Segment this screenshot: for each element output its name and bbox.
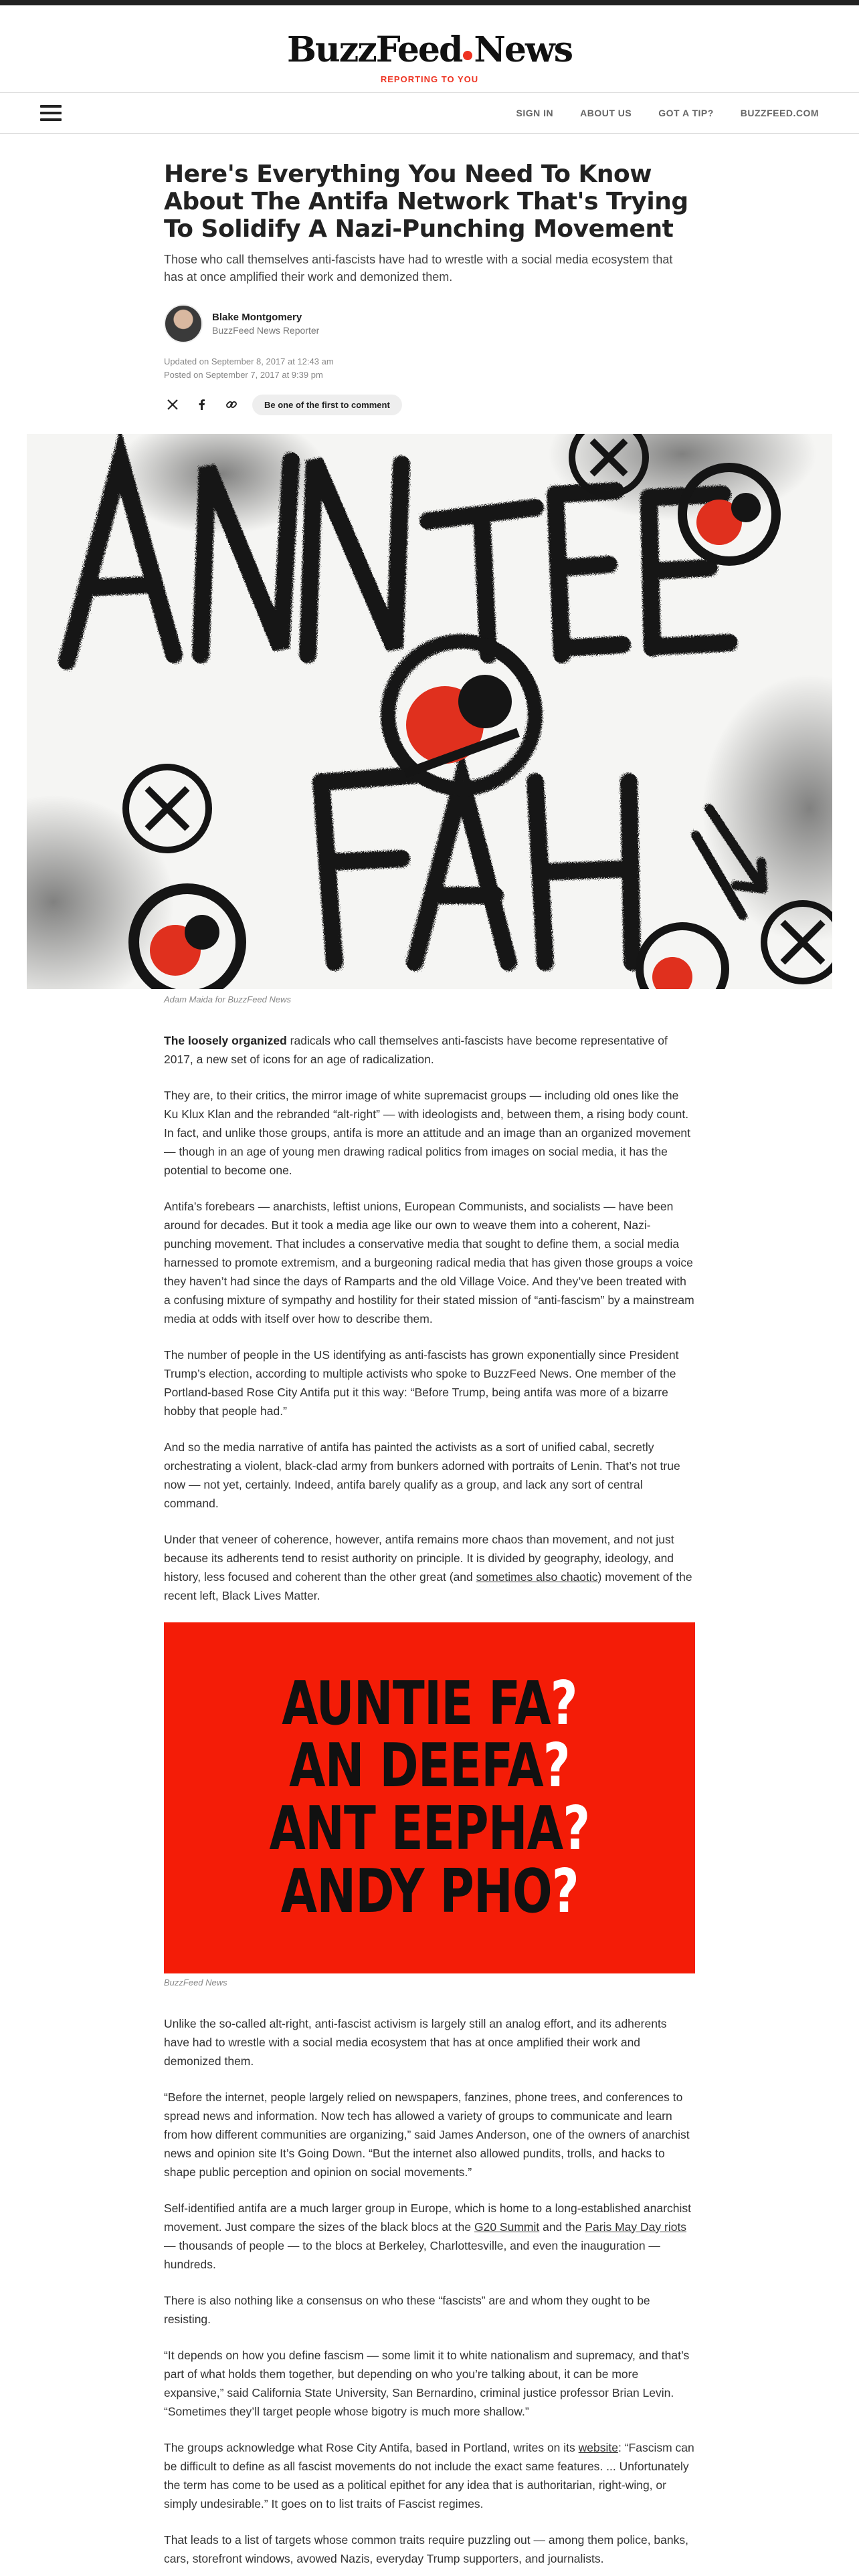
nav-got-a-tip[interactable]: GOT A TIP? (658, 108, 714, 118)
updated-time: Updated on September 8, 2017 at 12:43 am (164, 356, 334, 367)
headline: Here's Everything You Need To Know About The Antifa Network That's Trying To Solidify A Nazi-Punching Movement (164, 160, 688, 243)
author-avatar[interactable] (164, 304, 203, 343)
byline (164, 304, 695, 343)
hero-caption: Adam Maida for BuzzFeed News (164, 994, 292, 1004)
site-logo[interactable] (287, 29, 572, 70)
nav-sign-in[interactable]: SIGN IN (516, 108, 554, 118)
link-website[interactable]: website (578, 2440, 618, 2454)
article-header (164, 134, 695, 415)
paragraph-9: Self-identified antifa are a much larger group in Europe, which is home to a long-established anarchist movement. Just compare the sizes of the black blocs at the G20 Summit and the Paris May Day riots — thousands of people — to the blocs at Berkeley, Charlottesville, and even the inauguration — hundreds. (164, 2201, 691, 2271)
paragraph-1: The loosely organized radicals who call themselves anti-fascists have become representative of 2017, a new set of icons for an age of radicalization. (164, 1033, 668, 1066)
author-title: BuzzFeed News Reporter (212, 325, 320, 336)
tagline: REPORTING TO YOU (380, 74, 479, 84)
paragraph-13: That leads to a list of targets whose common traits require puzzling out — among them police, banks, cars, storefront windows, avowed Nazis, everyday Trump supporters, and journalists. (164, 2533, 688, 2565)
logo-dot (463, 51, 472, 60)
posted-time: Posted on September 7, 2017 at 9:39 pm (164, 370, 323, 381)
comment-button[interactable]: Be one of the first to comment (252, 395, 402, 415)
share-row (164, 395, 695, 415)
link-sometimes-chaotic[interactable]: sometimes also chaotic (476, 1570, 598, 1584)
paragraph-5: And so the media narrative of antifa has painted the activists as a sort of unified cabal, secretly orchestrating a violent, black-clad army from bunkers adorned with portraits of Lenin. That’s not true now — not yet, certainly. Indeed, antifa barely qualify as a group, and lack any sort of central command. (164, 1440, 680, 1510)
graphic-caption: BuzzFeed News (164, 1977, 227, 1988)
top-bar (0, 0, 859, 5)
nav-links (516, 108, 819, 118)
logo-text-left: BuzzFeed (286, 29, 462, 70)
graphic-line-3: ANT EEPHA? (269, 1794, 590, 1864)
graphic-line-1: AUNTIE FA? (282, 1668, 577, 1739)
paragraph-12: The groups acknowledge what Rose City Antifa, based in Portland, writes on its website: “Fascism can be difficult to define as all fascist movements do not include the exact same features. ... Unfortunately the term has come to be used as a political epithet for any idea that is authoritarian, right-wing, or simply undesirable.” It goes on to list traits of Fascist regimes. (164, 2440, 694, 2510)
hero-image (27, 434, 832, 989)
article-body-continued (164, 2014, 695, 2568)
graphic-line-2: AN DEEFA? (289, 1731, 570, 1802)
author-name[interactable]: Blake Montgomery (212, 312, 302, 324)
timestamps (164, 355, 695, 382)
nav-bar (0, 92, 859, 134)
link-icon[interactable] (223, 396, 240, 413)
paragraph-4: The number of people in the US identifying as anti-fascists has grown exponentially since President Trump’s election, according to multiple activists who spoke to BuzzFeed News. One member of the Portland-based Rose City Antifa put it this way: “Before Trump, being antifa was more of a bizarre hobby that people had.” (164, 1348, 679, 1418)
facebook-icon[interactable] (193, 396, 211, 413)
masthead (0, 5, 859, 92)
paragraph-10: There is also nothing like a consensus on who these “fascists” are and whom they ought to be resisting. (164, 2293, 650, 2326)
paragraph-11: “It depends on how you define fascism — some limit it to white nationalism and supremacy, and that’s part of what holds them together, but depending on who you’re talking about, it can be more expansive,” said California State University, San Bernardino, criminal justice professor Brian Levin. “Sometimes they’ll target people whose bigotry is much more shallow.” (164, 2348, 690, 2418)
link-paris-may-day-riots[interactable]: Paris May Day riots (585, 2220, 687, 2234)
dek: Those who call themselves anti-fascists have had to wrestle with a social media ecosystem that has at once amplified their work and demonized them. (164, 253, 673, 284)
lead-in: The loosely organized (164, 1033, 287, 1047)
x-icon[interactable] (164, 396, 181, 413)
logo-text-right: News (474, 29, 573, 70)
pronunciation-graphic (164, 1622, 695, 1973)
link-g20-summit[interactable]: G20 Summit (474, 2220, 540, 2234)
article-body (164, 1031, 695, 1605)
menu-icon[interactable] (40, 105, 62, 121)
paragraph-2: They are, to their critics, the mirror image of white supremacist groups — including old ones like the Ku Klux Klan and the rebranded “alt-right” — with ideologists and, between them, a rising body count. In fact, and unlike those groups, antifa is more an attitude and an image than an organized movement — though in an age of young men drawing radical politics from images on social media, it has the potential to become one. (164, 1088, 691, 1177)
nav-buzzfeed-com[interactable]: BUZZFEED.COM (740, 108, 819, 118)
paragraph-3: Antifa’s forebears — anarchists, leftist unions, European Communists, and socialists — have been around for decades. But it took a media age like our own to weave them into a coherent, Nazi-punching movement. That includes a conservative media that sought to define them, a social media harnessed to promote extremism, and a burgeoning radical media that has given those groups a voice they haven’t had since the days of Ramparts and the old Village Voice. And they’ve been treated with a confusing mixture of sympathy and hostility for their stated mission of “anti-fascism” by a mainstream media at odds with itself over how to describe them. (164, 1199, 694, 1325)
paragraph-7: Unlike the so-called alt-right, anti-fascist activism is largely still an analog effort, and its adherents have had to wrestle with a social media ecosystem that has at once amplified their work and demonized them. (164, 2016, 667, 2068)
nav-about-us[interactable]: ABOUT US (580, 108, 632, 118)
graphic-line-4: ANDY PHO? (280, 1856, 579, 1927)
paragraph-6: Under that veneer of coherence, however, antifa remains more chaos than movement, and not just because its adherents tend to resist authority on principle. It is divided by geography, ideology, and history, less focused and coherent than the other great (and sometimes also chaotic) movement of the recent left, Black Lives Matter. (164, 1532, 692, 1602)
paragraph-8: “Before the internet, people largely relied on newspapers, fanzines, phone trees, and conferences to spread news and information. Now tech has allowed a variety of groups to communicate and learn from how different communities are organizing,” said James Anderson, one of the owners of anarchist news and opinion site It’s Going Down. “But the internet also allowed pundits, trolls, and hacks to shape public perception and opinion on social movements.” (164, 2090, 690, 2179)
